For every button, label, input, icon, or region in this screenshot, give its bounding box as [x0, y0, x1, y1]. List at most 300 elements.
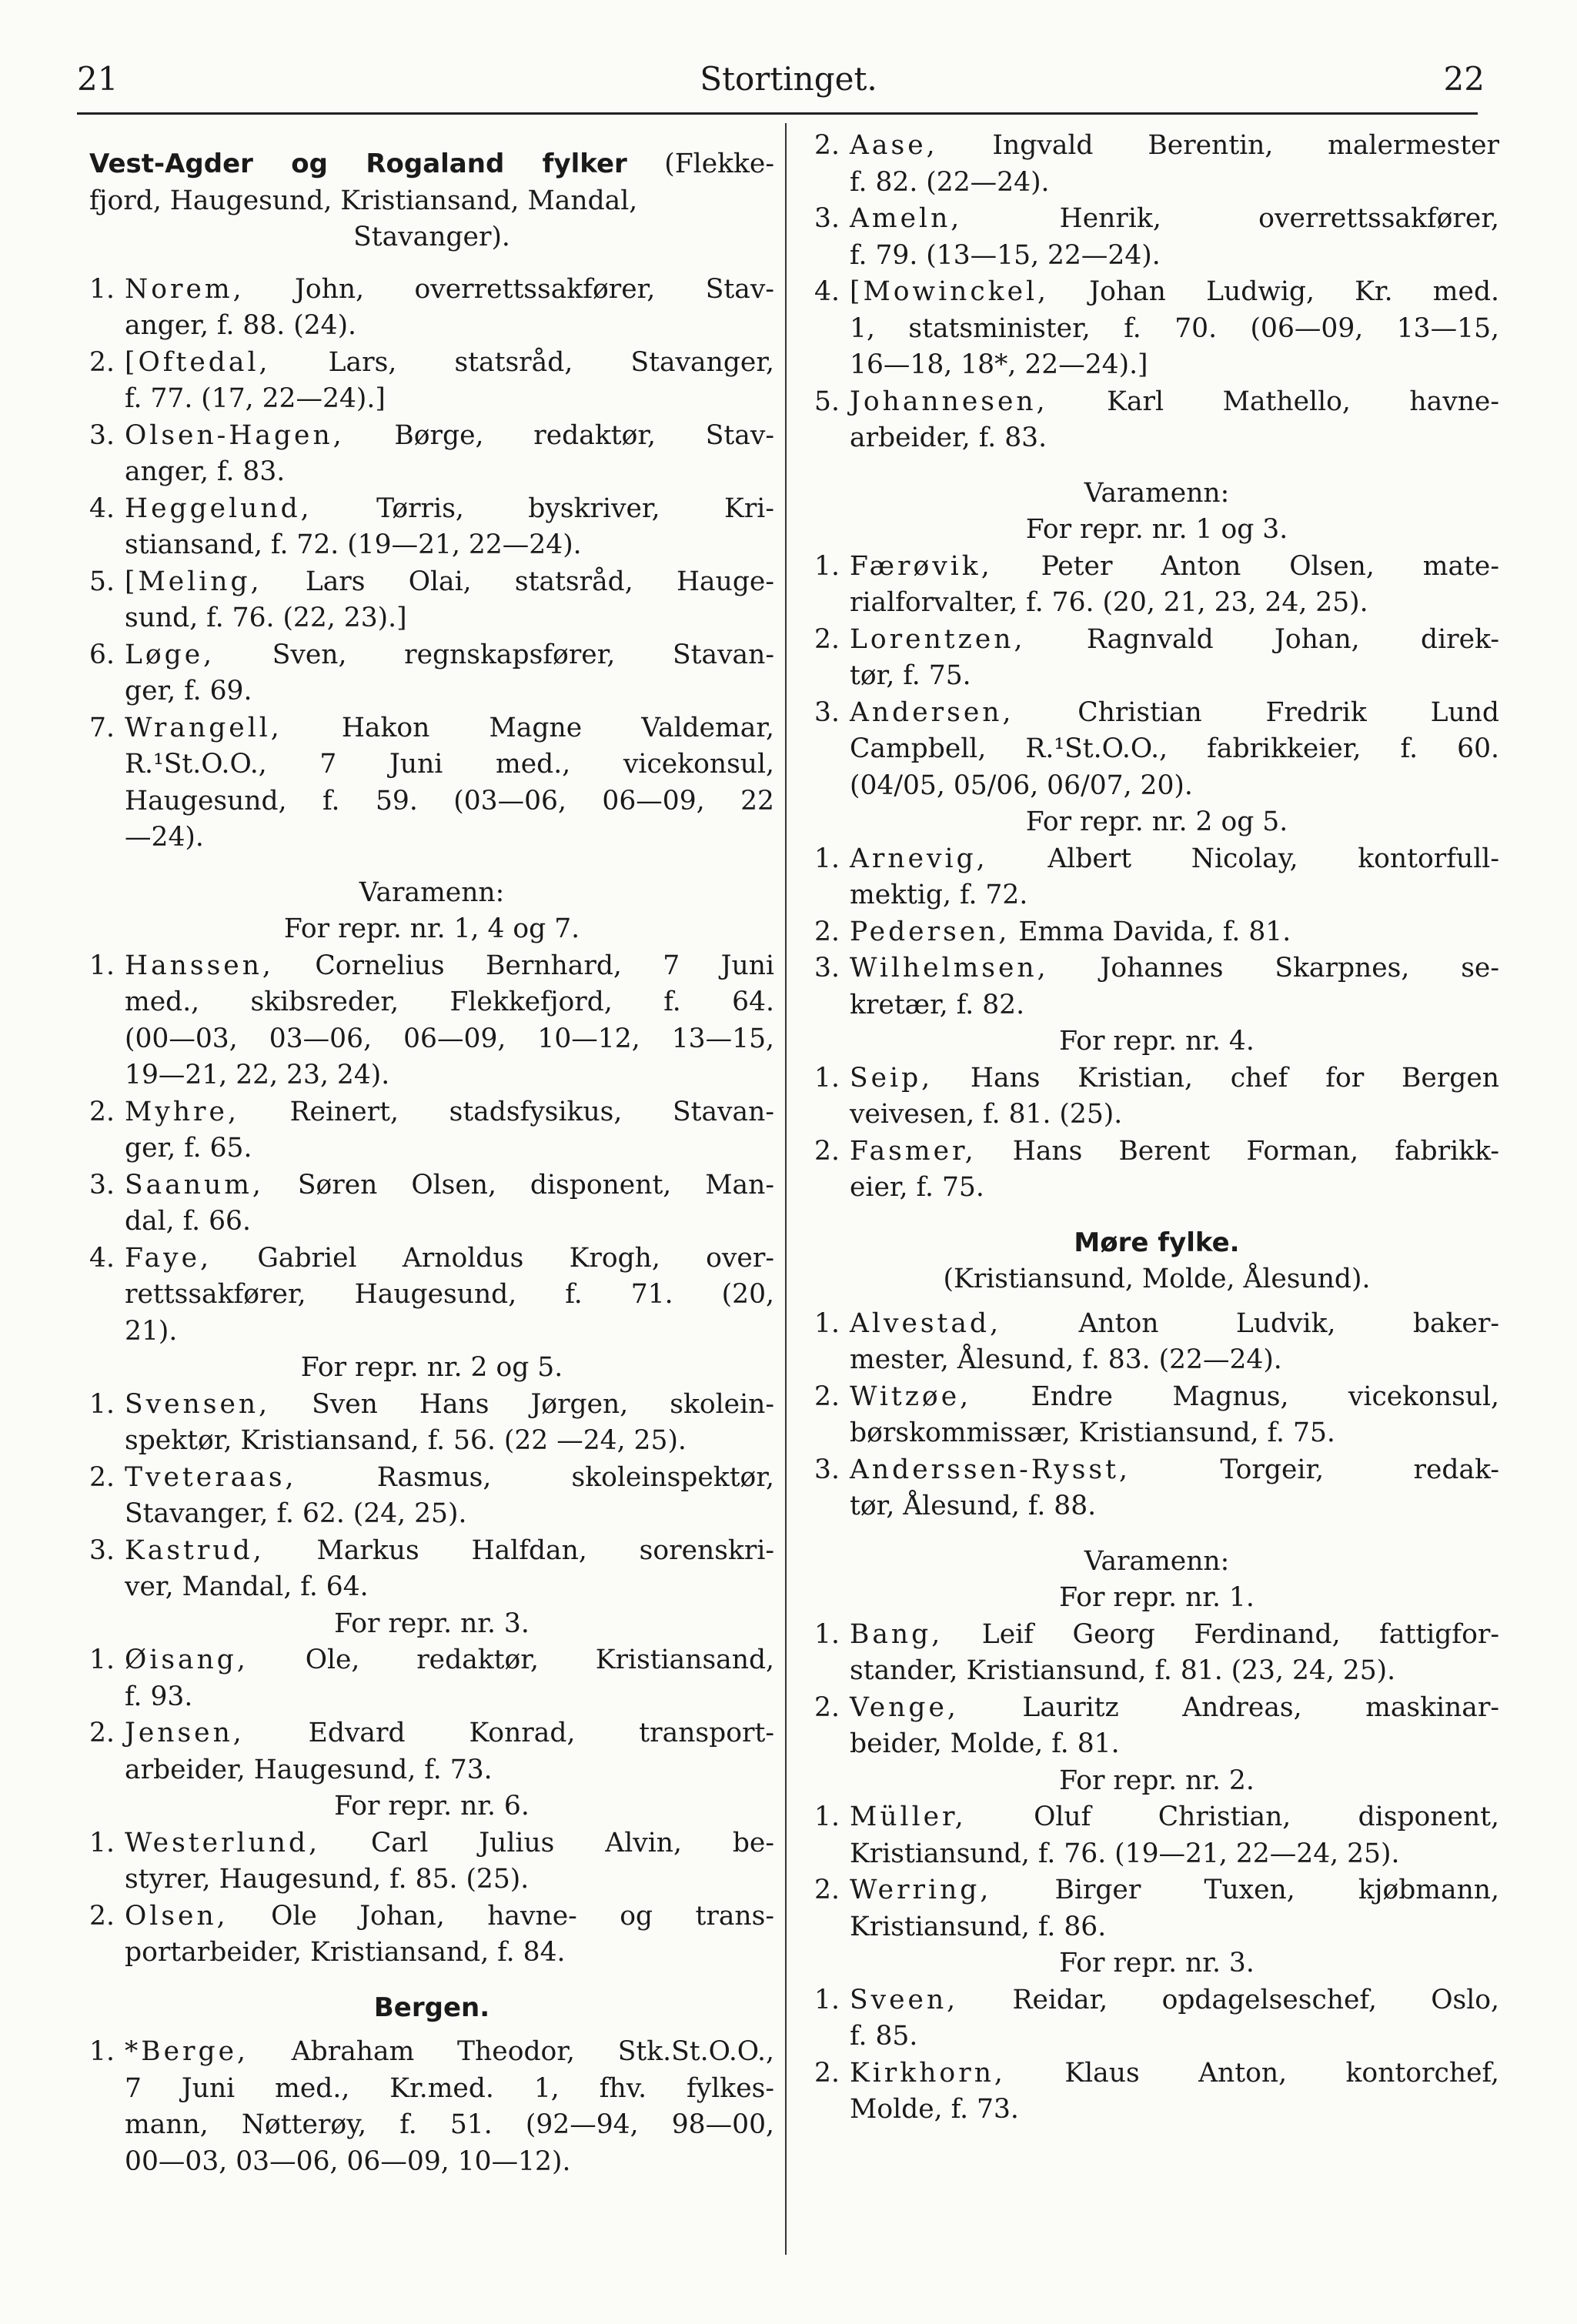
entry-text — [125, 637, 774, 710]
person-surname: [Oftedal, — [125, 346, 271, 378]
list-item — [89, 418, 774, 491]
entry-first-line — [125, 710, 774, 747]
entry-list — [814, 128, 1499, 457]
group-label: For repr. nr. 6. — [334, 1791, 530, 1821]
list-item — [814, 1617, 1499, 1690]
entry-number: 2. — [89, 1900, 115, 1932]
entry-first-line — [850, 274, 1499, 311]
entry-text — [850, 622, 1499, 695]
entry-list — [89, 272, 774, 856]
entry-line: 00—03, 03—06, 06—09, 10—12). — [125, 2145, 571, 2177]
list-item — [89, 2034, 774, 2180]
entry-first-line — [850, 128, 1499, 165]
list-item — [814, 1134, 1499, 1207]
entry-list — [89, 2034, 774, 2180]
entry-text — [850, 841, 1499, 914]
list-item — [89, 1642, 774, 1715]
right-page-number: 22 — [1443, 60, 1485, 98]
entry-line: Anton Ludvik, baker- — [1078, 1307, 1499, 1339]
person-surname: Wilhelmsen, — [850, 953, 1049, 983]
entry-first-line — [125, 418, 774, 455]
entry-first-line — [125, 1642, 774, 1679]
entry-text — [125, 2034, 774, 2180]
column-divider — [785, 123, 787, 2255]
entry-number: 1. — [814, 1062, 840, 1094]
entry-number: 1. — [814, 550, 840, 582]
entry-text — [850, 1452, 1499, 1525]
entry-line: Abraham Theodor, Stk.St.O.O., — [291, 2036, 774, 2067]
entry-number: 5. — [89, 566, 115, 597]
entry-text — [125, 948, 774, 1094]
group-label: For repr. nr. 2 og 5. — [300, 1352, 563, 1383]
group-label: For repr. nr. 1, 4 og 7. — [283, 913, 580, 944]
entry-line: Endre Magnus, vicekonsul, — [1031, 1381, 1499, 1412]
entry-first-line — [850, 1379, 1499, 1416]
entry-number: 3. — [814, 953, 840, 983]
entry-line: Lauritz Andreas, maskinar- — [1022, 1691, 1499, 1723]
entry-number: 2. — [814, 1135, 840, 1167]
person-surname: Sveen, — [850, 1984, 959, 2015]
list-item — [814, 1872, 1499, 1945]
entry-line: ger, f. 65. — [125, 1133, 252, 1164]
entry-line: Markus Halfdan, sorenskri- — [316, 1534, 775, 1566]
entry-line: 16—18, 18*, 22—24).] — [850, 349, 1148, 380]
entry-line: veivesen, f. 81. (25). — [850, 1099, 1123, 1130]
person-surname: Olsen-Hagen, — [125, 419, 345, 451]
entry-line: Gabriel Arnoldus Krogh, over- — [257, 1242, 774, 1274]
person-surname: Løge, — [125, 639, 216, 670]
person-surname: Anderssen-Rysst, — [850, 1454, 1131, 1485]
person-surname: Johannesen, — [850, 386, 1048, 417]
entry-line: Peter Anton Olsen, mate- — [1041, 550, 1499, 582]
entry-number: 7. — [89, 712, 115, 743]
left-column — [89, 146, 774, 2180]
entry-line: mann, Nøtterøy, f. 51. (92—94, 98—00, — [125, 2109, 774, 2140]
entry-line: anger, f. 88. (24). — [125, 310, 357, 341]
person-surname: Olsen, — [125, 1900, 229, 1932]
list-item — [814, 1306, 1499, 1379]
entry-line: Molde, f. 73. — [850, 2094, 1019, 2125]
person-surname: Werring, — [850, 1875, 992, 1905]
list-item — [89, 710, 774, 856]
group-label: For repr. nr. 1. — [1059, 1582, 1255, 1613]
entry-number: 4. — [89, 493, 115, 524]
person-surname: Fasmer, — [850, 1135, 977, 1167]
entry-text — [125, 1533, 774, 1606]
entry-text — [850, 1690, 1499, 1763]
entry-first-line — [125, 1240, 774, 1277]
entry-first-line — [125, 1533, 774, 1570]
entry-first-line — [850, 622, 1499, 659]
entry-first-line — [125, 1825, 774, 1862]
entry-number: 1. — [89, 1388, 115, 1420]
list-item — [814, 1799, 1499, 1872]
entry-text — [125, 1094, 774, 1167]
entry-line: f. 82. (22—24). — [850, 166, 1050, 198]
entry-number: 2. — [814, 1691, 840, 1723]
entry-line: anger, f. 83. — [125, 456, 286, 487]
person-surname: Saanum, — [125, 1169, 264, 1200]
list-item — [814, 622, 1499, 695]
entry-text — [125, 710, 774, 856]
list-item — [89, 637, 774, 710]
entry-number: 2. — [814, 2057, 840, 2089]
entry-first-line — [850, 1060, 1499, 1097]
entry-line: —24). — [125, 822, 204, 853]
entry-list — [89, 1642, 774, 1788]
list-item — [89, 1094, 774, 1167]
entry-number: 1. — [89, 950, 115, 981]
entry-line: med., skibsreder, Flekkefjord, f. 64. — [125, 987, 774, 1017]
entry-line: stander, Kristiansund, f. 81. (23, 24, 25). — [850, 1655, 1396, 1686]
person-surname: Müller, — [850, 1801, 967, 1832]
entry-line: børskommissær, Kristiansund, f. 75. — [850, 1417, 1335, 1448]
entry-first-line — [850, 695, 1499, 732]
group-label: For repr. nr. 3. — [1059, 1948, 1255, 1978]
entry-first-line — [850, 549, 1499, 586]
entry-line: Lars Olai, statsråd, Hauge- — [305, 566, 774, 597]
entry-line: tør, f. 75. — [850, 660, 971, 691]
list-item — [814, 128, 1499, 201]
entry-number: 1. — [89, 1827, 115, 1858]
entry-number: 2. — [814, 130, 840, 161]
list-item — [814, 201, 1499, 274]
person-surname: Arnevig, — [850, 843, 988, 874]
entry-text — [850, 1872, 1499, 1945]
entry-number: 4. — [814, 276, 840, 307]
entry-line: Christian Fredrik Lund — [1078, 696, 1500, 728]
person-surname: Lorentzen, — [850, 623, 1026, 655]
entry-text — [850, 274, 1499, 384]
entry-line: sund, f. 76. (22, 23).] — [125, 603, 407, 633]
entry-list — [814, 841, 1499, 1024]
entry-text — [125, 345, 774, 418]
list-item — [89, 1387, 774, 1460]
entry-first-line — [850, 384, 1499, 421]
person-surname: Færøvik, — [850, 550, 993, 582]
entry-first-line — [850, 1617, 1499, 1654]
entry-text — [850, 549, 1499, 622]
person-surname: Hanssen, — [125, 950, 274, 981]
list-item — [814, 695, 1499, 805]
region-subtitle: (Kristiansund, Molde, Ålesund). — [943, 1264, 1371, 1294]
entry-list — [814, 1306, 1499, 1525]
entry-first-line — [125, 2034, 774, 2071]
entry-line: arbeider, f. 83. — [850, 422, 1047, 453]
entry-line: Ingvald Berentin, malermester — [992, 130, 1499, 161]
entry-first-line — [125, 1715, 774, 1752]
person-surname: Venge, — [850, 1691, 959, 1723]
entry-first-line — [850, 1306, 1499, 1343]
list-item — [89, 564, 774, 637]
entry-line: tør, Ålesund, f. 88. — [850, 1491, 1097, 1521]
entry-number: 1. — [89, 2036, 115, 2067]
region-heading-more: Møre fylke. — [1074, 1227, 1240, 1258]
entry-line: Cornelius Bernhard, 7 Juni — [315, 950, 774, 981]
entry-number: 3. — [814, 203, 840, 234]
entry-line: Albert Nicolay, kontorfull- — [1047, 843, 1499, 874]
person-surname: Heggelund, — [125, 493, 312, 524]
entry-text — [850, 1134, 1499, 1207]
entry-line: Oluf Christian, disponent, — [1034, 1801, 1499, 1832]
entry-text — [125, 1825, 774, 1898]
entry-number: 1. — [814, 843, 840, 874]
entry-list — [814, 1060, 1499, 1207]
left-page-number: 21 — [77, 60, 119, 98]
list-item — [814, 1060, 1499, 1134]
entry-first-line — [850, 950, 1499, 987]
entry-number: 6. — [89, 639, 115, 670]
entry-line: Henrik, overrettssakfører, — [1059, 203, 1499, 234]
person-surname: Tveteraas, — [125, 1461, 297, 1493]
entry-line: 1, statsminister, f. 70. (06—09, 13—15, — [850, 312, 1499, 344]
entry-line: Ole, redaktør, Kristiansand, — [305, 1644, 775, 1675]
entry-text — [125, 272, 774, 345]
list-item — [89, 1167, 774, 1240]
entry-text — [850, 1799, 1499, 1872]
header-rule — [77, 112, 1478, 115]
entry-number: 1. — [814, 1618, 840, 1650]
entry-text — [125, 491, 774, 564]
entry-line: 21). — [125, 1315, 178, 1347]
entry-number: 2. — [814, 916, 840, 947]
entry-line: Rasmus, skoleinspektør, — [376, 1461, 774, 1493]
entry-number: 3. — [89, 419, 115, 451]
person-surname: *Berge, — [125, 2036, 249, 2067]
entry-number: 2. — [814, 1875, 840, 1905]
entry-line: Søren Olsen, disponent, Man- — [297, 1169, 774, 1200]
entry-first-line — [125, 345, 774, 382]
person-surname: Faye, — [125, 1242, 212, 1274]
entry-first-line — [850, 1690, 1499, 1727]
entry-first-line — [850, 2055, 1499, 2092]
entry-number: 5. — [814, 386, 840, 417]
list-item — [89, 1533, 774, 1606]
entry-list — [814, 1799, 1499, 1945]
person-surname: Westerlund, — [125, 1827, 321, 1858]
list-item — [814, 2055, 1499, 2129]
list-item — [89, 491, 774, 564]
entry-line: Hans Berent Forman, fabrikk- — [1012, 1135, 1500, 1167]
entry-list — [89, 1387, 774, 1606]
entry-text — [850, 914, 1499, 951]
entry-line: Carl Julius Alvin, be- — [370, 1827, 774, 1858]
entry-line: f. 93. — [125, 1681, 193, 1712]
entry-text — [850, 128, 1499, 201]
entry-text — [125, 1715, 774, 1788]
right-column — [814, 128, 1499, 2129]
entry-text — [850, 384, 1499, 457]
entry-line: Sven Hans Jørgen, skolein- — [312, 1388, 774, 1420]
entry-line: Reinert, stadsfysikus, Stavan- — [289, 1096, 774, 1127]
varamenn-label: Varamenn: — [1084, 477, 1230, 509]
person-surname: Alvestad, — [850, 1307, 1002, 1339]
list-item — [89, 948, 774, 1094]
entry-line: Tørris, byskriver, Kri- — [376, 493, 774, 524]
person-surname: Norem, — [125, 273, 245, 305]
person-surname: Bang, — [850, 1618, 944, 1650]
entry-text — [125, 1240, 774, 1351]
entry-line: rettssakfører, Haugesund, f. 71. (20, — [125, 1279, 774, 1310]
entry-line: stiansand, f. 72. (19—21, 22—24). — [125, 529, 582, 560]
person-surname: Aase, — [850, 130, 938, 161]
entry-text — [125, 564, 774, 637]
entry-text — [850, 1306, 1499, 1379]
list-item — [814, 914, 1499, 951]
entry-line: Leif Georg Ferdinand, fattigfor- — [981, 1618, 1500, 1650]
entry-first-line — [850, 841, 1499, 878]
entry-line: Johan Ludwig, Kr. med. — [1089, 276, 1499, 307]
entry-number: 1. — [89, 1644, 115, 1675]
entry-number: 2. — [814, 623, 840, 655]
entry-number: 2. — [814, 1381, 840, 1412]
entry-first-line — [125, 1387, 774, 1424]
entry-line: 19—21, 22, 23, 24). — [125, 1060, 390, 1090]
entry-first-line — [125, 1460, 774, 1497]
list-item — [814, 549, 1499, 622]
entry-line: John, overrettssakfører, Stav- — [295, 273, 774, 305]
person-surname: Kastrud, — [125, 1534, 265, 1566]
entry-first-line — [850, 1982, 1499, 2019]
entry-first-line — [125, 1898, 774, 1935]
entry-line: mektig, f. 72. — [850, 880, 1028, 910]
person-surname: [Meling, — [125, 566, 262, 597]
entry-first-line — [850, 1872, 1499, 1909]
group-label: For repr. nr. 1 og 3. — [1025, 514, 1288, 545]
list-item — [814, 1379, 1499, 1452]
entry-line: Karl Mathello, havne- — [1107, 386, 1500, 417]
group-label: For repr. nr. 2. — [1059, 1765, 1255, 1796]
list-item — [814, 1982, 1499, 2055]
entry-line: Edvard Konrad, transport- — [308, 1718, 774, 1748]
entry-line: styrer, Haugesund, f. 85. (25). — [125, 1864, 530, 1895]
entry-line: (04/05, 05/06, 06/07, 20). — [850, 770, 1193, 801]
list-item — [814, 384, 1499, 457]
entry-line: Hans Kristian, chef for Bergen — [970, 1062, 1499, 1094]
person-surname: Kirkhorn, — [850, 2057, 1006, 2089]
list-item — [814, 1690, 1499, 1763]
entry-line: Emma Davida, f. 81. — [1018, 916, 1291, 947]
person-surname: Pedersen, — [850, 916, 1011, 947]
region-intro — [89, 146, 774, 256]
person-surname: [Mowinckel, — [850, 276, 1049, 307]
entry-number: 2. — [89, 346, 115, 378]
running-title: Stortinget. — [700, 60, 877, 98]
entry-text — [125, 1642, 774, 1715]
entry-line: kretær, f. 82. — [850, 989, 1025, 1020]
entry-text — [850, 950, 1499, 1023]
entry-line: beider, Molde, f. 81. — [850, 1728, 1120, 1759]
group-label: For repr. nr. 2 og 5. — [1025, 806, 1288, 837]
entry-text — [850, 1379, 1499, 1452]
list-item — [89, 1715, 774, 1788]
entry-text — [850, 2055, 1499, 2129]
list-item — [89, 1460, 774, 1533]
entry-line: f. 79. (13—15, 22—24). — [850, 239, 1161, 271]
entry-first-line — [850, 201, 1499, 238]
entry-line: portarbeider, Kristiansand, f. 84. — [125, 1937, 566, 1968]
entry-line: f. 77. (17, 22—24).] — [125, 383, 386, 414]
entry-line: R.¹St.O.O., 7 Juni med., vicekonsul, — [125, 749, 774, 780]
entry-first-line — [850, 1134, 1499, 1170]
entry-number: 1. — [814, 1801, 840, 1832]
entry-line: Sven, regnskapsfører, Stavan- — [272, 639, 774, 670]
entry-line: Campbell, R.¹St.O.O., fabrikkeier, f. 60. — [850, 733, 1499, 764]
entry-line: Torgeir, redak- — [1220, 1454, 1499, 1485]
list-item — [89, 272, 774, 345]
entry-line: ver, Mandal, f. 64. — [125, 1571, 369, 1602]
person-surname: Jensen, — [125, 1718, 245, 1748]
entry-line: Johannes Skarpnes, se- — [1100, 953, 1500, 983]
entry-line: mester, Ålesund, f. 83. (22—24). — [850, 1344, 1282, 1375]
entry-first-line — [125, 491, 774, 528]
region-heading-vest-agder: Vest-Agder og Rogaland fylker — [89, 149, 627, 179]
region-heading-bergen: Bergen. — [373, 1992, 490, 2023]
varamenn-label: Varamenn: — [359, 877, 505, 908]
entry-line: Klaus Anton, kontorchef, — [1064, 2057, 1499, 2089]
entry-list — [814, 549, 1499, 805]
person-surname: Seip, — [850, 1062, 934, 1094]
entry-line: dal, f. 66. — [125, 1206, 251, 1237]
entry-text — [850, 1617, 1499, 1690]
entry-text — [125, 1898, 774, 1972]
person-surname: Witzøe, — [850, 1381, 972, 1412]
entry-line: Hakon Magne Valdemar, — [341, 712, 775, 743]
entry-line: eier, f. 75. — [850, 1172, 984, 1203]
entry-line: Lars, statsråd, Stavanger, — [328, 346, 774, 378]
entry-line: 7 Juni med., Kr.med. 1, fhv. fylkes- — [125, 2072, 774, 2104]
group-label: For repr. nr. 3. — [334, 1608, 530, 1639]
list-item — [814, 841, 1499, 914]
person-surname: Andersen, — [850, 696, 1014, 728]
list-item — [814, 1452, 1499, 1525]
entry-text — [850, 1060, 1499, 1134]
list-item — [89, 345, 774, 418]
group-label: For repr. nr. 4. — [1059, 1026, 1255, 1057]
entry-line: rialforvalter, f. 76. (20, 21, 23, 24, 25). — [850, 587, 1368, 618]
entry-first-line — [125, 948, 774, 985]
entry-line: Kristiansund, f. 86. — [850, 1911, 1107, 1942]
entry-line: ger, f. 69. — [125, 676, 252, 706]
entry-text — [850, 695, 1499, 805]
entry-number: 3. — [89, 1169, 115, 1200]
entry-line: Reidar, opdagelseschef, Oslo, — [1012, 1984, 1500, 2015]
entry-text — [125, 418, 774, 491]
list-item — [814, 950, 1499, 1023]
person-surname: Ameln, — [850, 203, 963, 234]
entry-list — [814, 1982, 1499, 2129]
person-surname: Svensen, — [125, 1388, 271, 1420]
entry-number: 1. — [814, 1307, 840, 1339]
entry-number: 2. — [89, 1461, 115, 1493]
entry-line: Ragnvald Johan, direk- — [1086, 623, 1499, 655]
intro-line: Stavanger). — [353, 222, 510, 252]
entry-first-line — [125, 637, 774, 674]
entry-number: 3. — [814, 696, 840, 728]
entry-number: 1. — [814, 1984, 840, 2015]
intro-line: (Flekke- — [664, 149, 774, 179]
entry-first-line — [125, 1167, 774, 1204]
entry-line: Haugesund, f. 59. (03—06, 06—09, 22 — [125, 785, 774, 816]
entry-list — [89, 948, 774, 1351]
entry-text — [125, 1387, 774, 1460]
list-item — [89, 1898, 774, 1972]
list-item — [89, 1240, 774, 1351]
list-item — [814, 274, 1499, 384]
intro-line: fjord, Haugesund, Kristiansand, Mandal, — [89, 185, 638, 216]
entry-first-line — [850, 1799, 1499, 1836]
entry-list — [814, 1617, 1499, 1763]
